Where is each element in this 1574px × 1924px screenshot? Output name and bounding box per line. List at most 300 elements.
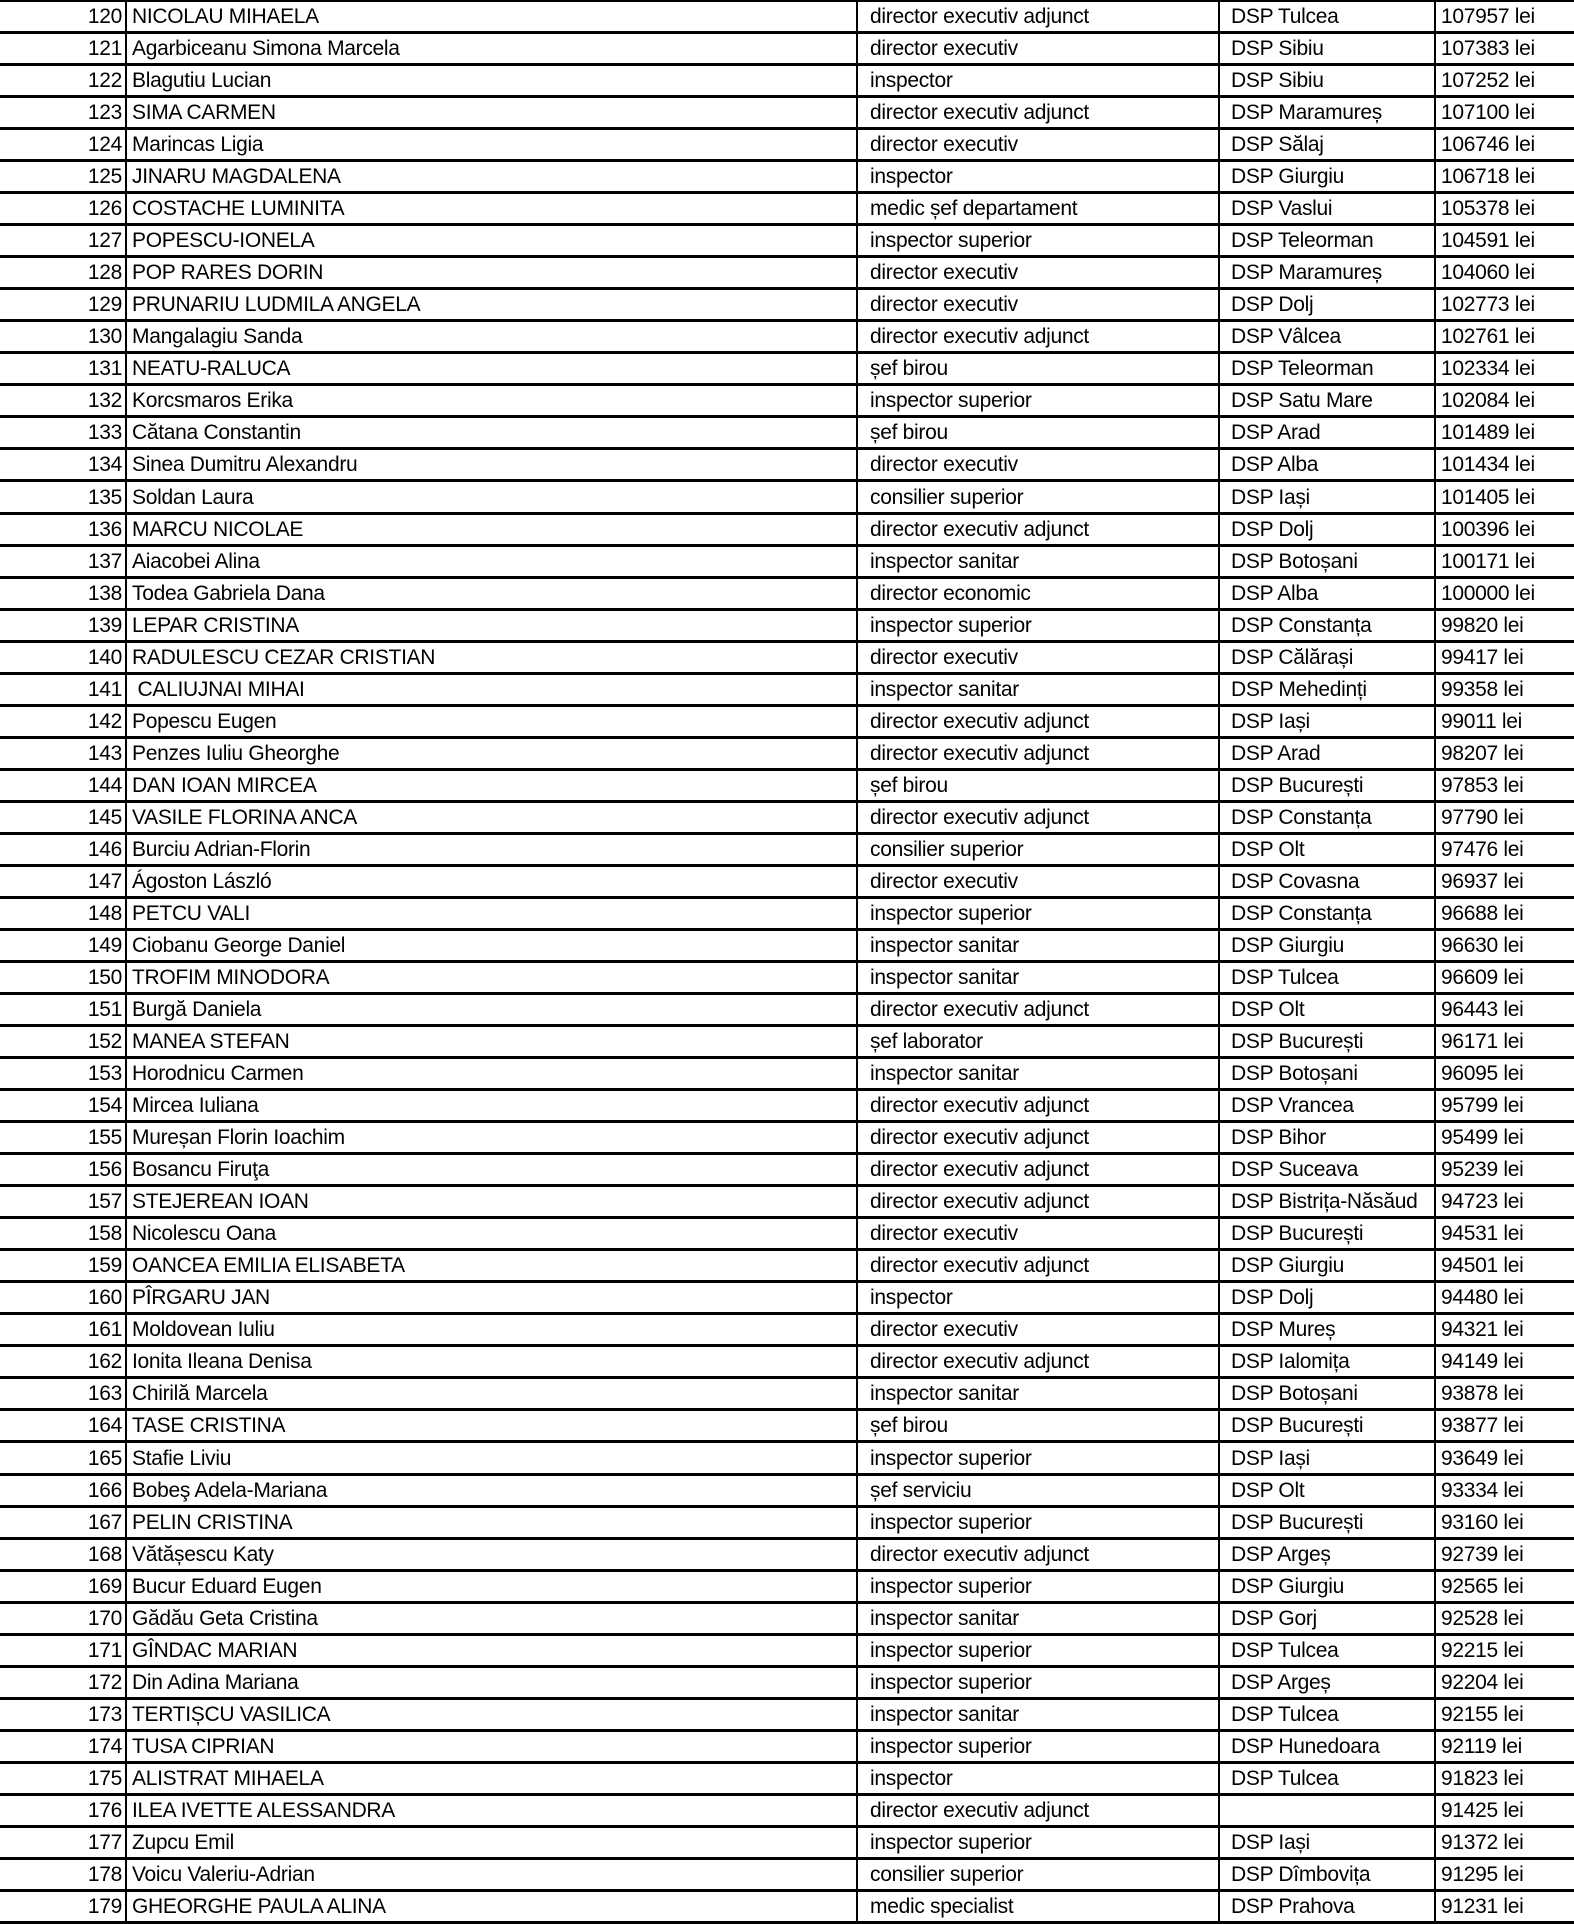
- cell-row-number: 176: [0, 1796, 127, 1825]
- cell-name: DAN IOAN MIRCEA: [127, 771, 858, 800]
- cell-row-number: 138: [0, 579, 127, 608]
- cell-name: Marincas Ligia: [127, 130, 858, 159]
- cell-salary: 99011 lei: [1441, 709, 1522, 733]
- table-row: [0, 611, 1574, 643]
- cell-position: inspector sanitar: [858, 675, 1220, 704]
- cell-institution: DSP Vrancea: [1220, 1091, 1436, 1120]
- cell-position: inspector superior: [858, 1828, 1220, 1857]
- cell-name: Ciobanu George Daniel: [127, 931, 858, 960]
- cell-institution: DSP Satu Mare: [1220, 386, 1436, 415]
- cell-institution: DSP București: [1220, 1219, 1436, 1248]
- cell-row-number: 123: [0, 98, 127, 127]
- cell-position: director executiv adjunct: [858, 322, 1220, 351]
- cell-position: director executiv adjunct: [858, 2, 1220, 31]
- cell-salary: 93877 lei: [1441, 1414, 1524, 1438]
- cell-name: Chirilă Marcela: [127, 1379, 858, 1408]
- cell-salary: 96171 lei: [1441, 1030, 1524, 1054]
- cell-row-number: 126: [0, 194, 127, 223]
- cell-salary: 94321 lei: [1441, 1318, 1524, 1342]
- table-row: [0, 386, 1574, 418]
- cell-institution: DSP Olt: [1220, 1476, 1436, 1505]
- cell-salary: 91425 lei: [1441, 1798, 1524, 1822]
- cell-institution: DSP Giurgiu: [1220, 1251, 1436, 1280]
- table-row: [0, 1476, 1574, 1508]
- cell-name: Gădău Geta Cristina: [127, 1604, 858, 1633]
- cell-name: POP RARES DORIN: [127, 258, 858, 287]
- cell-position: inspector sanitar: [858, 931, 1220, 960]
- cell-row-number: 132: [0, 386, 127, 415]
- cell-position: director executiv adjunct: [858, 1347, 1220, 1376]
- cell-name: GHEORGHE PAULA ALINA: [127, 1892, 858, 1921]
- cell-salary: 94723 lei: [1441, 1190, 1524, 1214]
- cell-salary: 107100 lei: [1441, 101, 1535, 125]
- table-row: [0, 931, 1574, 963]
- cell-salary: 95239 lei: [1441, 1158, 1524, 1182]
- table-row: [0, 1091, 1574, 1123]
- cell-institution: DSP Sălaj: [1220, 130, 1436, 159]
- table-row: [0, 1892, 1574, 1924]
- cell-row-number: 145: [0, 803, 127, 832]
- cell-institution: DSP Hunedoara: [1220, 1732, 1436, 1761]
- cell-institution: DSP Giurgiu: [1220, 931, 1436, 960]
- cell-name: Ionita Ileana Denisa: [127, 1347, 858, 1376]
- cell-institution: DSP Vâlcea: [1220, 322, 1436, 351]
- cell-position: director executiv adjunct: [858, 1155, 1220, 1184]
- cell-row-number: 175: [0, 1764, 127, 1793]
- table-row: [0, 1155, 1574, 1187]
- cell-institution: DSP Constanța: [1220, 611, 1436, 640]
- cell-name: Burciu Adrian-Florin: [127, 835, 858, 864]
- cell-salary: 91372 lei: [1441, 1830, 1524, 1854]
- cell-salary: 94149 lei: [1441, 1350, 1524, 1374]
- cell-institution: DSP Covasna: [1220, 867, 1436, 896]
- cell-salary: 102773 lei: [1441, 293, 1535, 317]
- table-row: [0, 1379, 1574, 1411]
- cell-salary: 96630 lei: [1441, 933, 1524, 957]
- cell-row-number: 130: [0, 322, 127, 351]
- cell-institution: DSP Tulcea: [1220, 1700, 1436, 1729]
- cell-name: Mangalagiu Sanda: [127, 322, 858, 351]
- table-row: [0, 322, 1574, 354]
- cell-name: ILEA IVETTE ALESSANDRA: [127, 1796, 858, 1825]
- cell-name: Cătana Constantin: [127, 418, 858, 447]
- cell-row-number: 157: [0, 1187, 127, 1216]
- cell-position: inspector superior: [858, 1508, 1220, 1537]
- cell-name: VASILE FLORINA ANCA: [127, 803, 858, 832]
- cell-salary: 102084 lei: [1441, 389, 1535, 413]
- cell-row-number: 141: [0, 675, 127, 704]
- cell-institution: DSP Giurgiu: [1220, 1572, 1436, 1601]
- cell-salary: 100000 lei: [1441, 581, 1535, 605]
- table-row: [0, 835, 1574, 867]
- cell-row-number: 159: [0, 1251, 127, 1280]
- cell-position: medic șef departament: [858, 194, 1220, 223]
- cell-position: director executiv: [858, 258, 1220, 287]
- cell-row-number: 167: [0, 1508, 127, 1537]
- cell-row-number: 169: [0, 1572, 127, 1601]
- table-row: [0, 1251, 1574, 1283]
- cell-position: director executiv: [858, 130, 1220, 159]
- cell-salary: 100396 lei: [1441, 517, 1535, 541]
- cell-position: inspector superior: [858, 899, 1220, 928]
- cell-row-number: 170: [0, 1604, 127, 1633]
- cell-salary: 99820 lei: [1441, 613, 1524, 637]
- cell-row-number: 171: [0, 1636, 127, 1665]
- cell-salary: 104060 lei: [1441, 261, 1535, 285]
- cell-institution: DSP Arad: [1220, 739, 1436, 768]
- cell-institution: DSP Dolj: [1220, 290, 1436, 319]
- cell-name: Din Adina Mariana: [127, 1668, 858, 1697]
- table-row: [0, 450, 1574, 482]
- cell-row-number: 166: [0, 1476, 127, 1505]
- cell-salary: 92215 lei: [1441, 1638, 1524, 1662]
- cell-salary: 96443 lei: [1441, 998, 1524, 1022]
- cell-salary: 94480 lei: [1441, 1286, 1524, 1310]
- cell-salary: 91823 lei: [1441, 1766, 1524, 1790]
- cell-position: șef birou: [858, 418, 1220, 447]
- cell-position: inspector superior: [858, 386, 1220, 415]
- cell-position: director executiv: [858, 34, 1220, 63]
- cell-salary: 92119 lei: [1441, 1734, 1522, 1758]
- cell-position: director executiv adjunct: [858, 1091, 1220, 1120]
- cell-row-number: 134: [0, 450, 127, 479]
- cell-position: inspector superior: [858, 1636, 1220, 1665]
- cell-name: Penzes Iuliu Gheorghe: [127, 739, 858, 768]
- cell-row-number: 161: [0, 1315, 127, 1344]
- cell-name: PRUNARIU LUDMILA ANGELA: [127, 290, 858, 319]
- cell-name: Burgă Daniela: [127, 995, 858, 1024]
- cell-name: Horodnicu Carmen: [127, 1059, 858, 1088]
- cell-institution: DSP Iași: [1220, 707, 1436, 736]
- cell-salary: 93878 lei: [1441, 1382, 1524, 1406]
- cell-position: inspector sanitar: [858, 1700, 1220, 1729]
- cell-position: director executiv adjunct: [858, 515, 1220, 544]
- cell-row-number: 160: [0, 1283, 127, 1312]
- cell-position: inspector superior: [858, 611, 1220, 640]
- cell-position: director executiv: [858, 643, 1220, 672]
- cell-position: consilier superior: [858, 482, 1220, 511]
- cell-position: director executiv: [858, 1315, 1220, 1344]
- cell-salary: 100171 lei: [1441, 549, 1535, 573]
- table-row: [0, 867, 1574, 899]
- cell-institution: DSP Suceava: [1220, 1155, 1436, 1184]
- cell-position: inspector sanitar: [858, 1379, 1220, 1408]
- cell-institution: DSP Botoșani: [1220, 1059, 1436, 1088]
- cell-position: director executiv: [858, 867, 1220, 896]
- cell-institution: DSP Călărași: [1220, 643, 1436, 672]
- cell-institution: DSP Ialomița: [1220, 1347, 1436, 1376]
- cell-position: inspector sanitar: [858, 1604, 1220, 1633]
- table-row: [0, 707, 1574, 739]
- table-row: [0, 643, 1574, 675]
- table-row: [0, 771, 1574, 803]
- table-row: [0, 1411, 1574, 1443]
- cell-position: consilier superior: [858, 1860, 1220, 1889]
- cell-position: șef laborator: [858, 1027, 1220, 1056]
- cell-row-number: 152: [0, 1027, 127, 1056]
- cell-salary: 99358 lei: [1441, 677, 1524, 701]
- table-row: [0, 963, 1574, 995]
- cell-name: Korcsmaros Erika: [127, 386, 858, 415]
- cell-institution: DSP Sibiu: [1220, 66, 1436, 95]
- cell-row-number: 140: [0, 643, 127, 672]
- table-row: [0, 899, 1574, 931]
- cell-salary: 93160 lei: [1441, 1510, 1524, 1534]
- cell-row-number: 146: [0, 835, 127, 864]
- cell-salary: 106746 lei: [1441, 133, 1535, 157]
- cell-institution: DSP Constanța: [1220, 899, 1436, 928]
- cell-name: TROFIM MINODORA: [127, 963, 858, 992]
- cell-position: director economic: [858, 579, 1220, 608]
- cell-position: inspector: [858, 66, 1220, 95]
- cell-position: inspector: [858, 162, 1220, 191]
- cell-institution: DSP Constanța: [1220, 803, 1436, 832]
- cell-institution: DSP Iași: [1220, 1443, 1436, 1472]
- cell-institution: DSP Botoșani: [1220, 1379, 1436, 1408]
- cell-row-number: 164: [0, 1411, 127, 1440]
- table-row: [0, 1668, 1574, 1700]
- cell-salary: 101434 lei: [1441, 453, 1535, 477]
- cell-institution: DSP Tulcea: [1220, 2, 1436, 31]
- cell-name: POPESCU-IONELA: [127, 226, 858, 255]
- cell-position: inspector: [858, 1283, 1220, 1312]
- cell-name: Todea Gabriela Dana: [127, 579, 858, 608]
- table-row: [0, 1604, 1574, 1636]
- table-row: [0, 66, 1574, 98]
- table-row: [0, 34, 1574, 66]
- cell-name: PELIN CRISTINA: [127, 1508, 858, 1537]
- cell-salary: 94531 lei: [1441, 1222, 1524, 1246]
- cell-row-number: 168: [0, 1540, 127, 1569]
- cell-name: Moldovean Iuliu: [127, 1315, 858, 1344]
- cell-salary: 101489 lei: [1441, 421, 1535, 445]
- cell-name: Soldan Laura: [127, 482, 858, 511]
- cell-name: Voicu Valeriu-Adrian: [127, 1860, 858, 1889]
- cell-salary: 92739 lei: [1441, 1542, 1524, 1566]
- cell-row-number: 147: [0, 867, 127, 896]
- cell-institution: DSP Gorj: [1220, 1604, 1436, 1633]
- cell-position: inspector superior: [858, 1732, 1220, 1761]
- cell-position: inspector superior: [858, 226, 1220, 255]
- cell-institution: DSP Teleorman: [1220, 354, 1436, 383]
- table-row: [0, 290, 1574, 322]
- cell-salary: 98207 lei: [1441, 741, 1524, 765]
- cell-row-number: 173: [0, 1700, 127, 1729]
- cell-salary: 92565 lei: [1441, 1574, 1524, 1598]
- cell-row-number: 172: [0, 1668, 127, 1697]
- cell-salary: 107957 lei: [1441, 5, 1535, 29]
- cell-row-number: 128: [0, 258, 127, 287]
- table-row: [0, 1700, 1574, 1732]
- table-row: [0, 226, 1574, 258]
- table-row: [0, 675, 1574, 707]
- cell-row-number: 127: [0, 226, 127, 255]
- cell-institution: [1220, 1796, 1436, 1825]
- cell-name: COSTACHE LUMINITA: [127, 194, 858, 223]
- cell-position: inspector superior: [858, 1668, 1220, 1697]
- cell-name: NICOLAU MIHAELA: [127, 2, 858, 31]
- table-row: [0, 515, 1574, 547]
- table-row: [0, 1764, 1574, 1796]
- cell-position: director executiv adjunct: [858, 1187, 1220, 1216]
- table-row: [0, 1828, 1574, 1860]
- cell-institution: DSP Olt: [1220, 995, 1436, 1024]
- cell-institution: DSP București: [1220, 1027, 1436, 1056]
- cell-row-number: 153: [0, 1059, 127, 1088]
- cell-institution: DSP Maramureș: [1220, 98, 1436, 127]
- cell-name: MANEA STEFAN: [127, 1027, 858, 1056]
- cell-name: Bobeş Adela-Mariana: [127, 1476, 858, 1505]
- cell-name: Stafie Liviu: [127, 1443, 858, 1472]
- cell-name: Blagutiu Lucian: [127, 66, 858, 95]
- cell-name: CALIUJNAI MIHAI: [127, 675, 858, 704]
- cell-salary: 96095 lei: [1441, 1062, 1524, 1086]
- cell-row-number: 135: [0, 482, 127, 511]
- cell-institution: DSP Dolj: [1220, 1283, 1436, 1312]
- cell-salary: 107252 lei: [1441, 69, 1535, 93]
- cell-institution: DSP Giurgiu: [1220, 162, 1436, 191]
- cell-name: OANCEA EMILIA ELISABETA: [127, 1251, 858, 1280]
- cell-name: Aiacobei Alina: [127, 547, 858, 576]
- cell-salary: 96609 lei: [1441, 966, 1524, 989]
- table-row: [0, 98, 1574, 130]
- table-row: [0, 482, 1574, 514]
- cell-name: Popescu Eugen: [127, 707, 858, 736]
- cell-position: șef birou: [858, 1411, 1220, 1440]
- table-row: [0, 1123, 1574, 1155]
- cell-institution: DSP Vaslui: [1220, 194, 1436, 223]
- cell-salary: 92155 lei: [1441, 1702, 1524, 1726]
- cell-position: director executiv adjunct: [858, 1251, 1220, 1280]
- cell-institution: DSP Argeș: [1220, 1540, 1436, 1569]
- table-row: [0, 1572, 1574, 1604]
- cell-salary: 105378 lei: [1441, 197, 1535, 221]
- cell-salary: 106718 lei: [1441, 165, 1535, 189]
- cell-name: SIMA CARMEN: [127, 98, 858, 127]
- cell-institution: DSP Tulcea: [1220, 1764, 1436, 1793]
- cell-salary: 95799 lei: [1441, 1094, 1524, 1118]
- cell-institution: DSP Bihor: [1220, 1123, 1436, 1152]
- cell-salary: 93334 lei: [1441, 1478, 1524, 1502]
- cell-row-number: 158: [0, 1219, 127, 1248]
- table-row: [0, 162, 1574, 194]
- cell-salary: 102761 lei: [1441, 325, 1535, 349]
- table-row: [0, 547, 1574, 579]
- cell-position: medic specialist: [858, 1892, 1220, 1921]
- table-row: [0, 1796, 1574, 1828]
- cell-row-number: 129: [0, 290, 127, 319]
- cell-position: director executiv adjunct: [858, 1796, 1220, 1825]
- cell-row-number: 125: [0, 162, 127, 191]
- cell-salary: 107383 lei: [1441, 37, 1535, 61]
- cell-name: PÎRGARU JAN: [127, 1283, 858, 1312]
- cell-row-number: 131: [0, 354, 127, 383]
- cell-institution: DSP Teleorman: [1220, 226, 1436, 255]
- cell-institution: DSP Argeș: [1220, 1668, 1436, 1697]
- cell-row-number: 148: [0, 899, 127, 928]
- cell-name: Mircea Iuliana: [127, 1091, 858, 1120]
- cell-salary: 97853 lei: [1441, 773, 1524, 797]
- cell-institution: DSP Olt: [1220, 835, 1436, 864]
- cell-position: director executiv: [858, 450, 1220, 479]
- cell-institution: DSP Alba: [1220, 450, 1436, 479]
- cell-position: inspector: [858, 1764, 1220, 1793]
- cell-institution: DSP Tulcea: [1220, 1636, 1436, 1665]
- table-row: [0, 739, 1574, 771]
- cell-institution: DSP Sibiu: [1220, 34, 1436, 63]
- cell-name: STEJEREAN IOAN: [127, 1187, 858, 1216]
- cell-row-number: 155: [0, 1123, 127, 1152]
- cell-position: director executiv adjunct: [858, 707, 1220, 736]
- cell-institution: DSP Alba: [1220, 579, 1436, 608]
- table-row: [0, 2, 1574, 34]
- table-row: [0, 1059, 1574, 1091]
- cell-salary: 104591 lei: [1441, 229, 1535, 253]
- cell-position: inspector superior: [858, 1572, 1220, 1601]
- cell-institution: DSP Maramureș: [1220, 258, 1436, 287]
- cell-institution: DSP Mehedinți: [1220, 675, 1436, 704]
- cell-salary: 92528 lei: [1441, 1606, 1524, 1630]
- table-row: [0, 1219, 1574, 1251]
- cell-position: inspector sanitar: [858, 1059, 1220, 1088]
- cell-row-number: 165: [0, 1443, 127, 1472]
- table-row: [0, 130, 1574, 162]
- cell-name: NEATU-RALUCA: [127, 354, 858, 383]
- table-row: [0, 579, 1574, 611]
- cell-row-number: 150: [0, 963, 127, 992]
- cell-salary: 97476 lei: [1441, 837, 1524, 861]
- cell-salary: 102334 lei: [1441, 357, 1535, 381]
- cell-institution: DSP București: [1220, 1411, 1436, 1440]
- table-row: [0, 418, 1574, 450]
- cell-salary: 96937 lei: [1441, 869, 1524, 893]
- cell-institution: DSP Prahova: [1220, 1892, 1436, 1921]
- cell-position: șef birou: [858, 771, 1220, 800]
- cell-institution: DSP Iași: [1220, 482, 1436, 511]
- cell-row-number: 124: [0, 130, 127, 159]
- cell-name: TERTIȘCU VASILICA: [127, 1700, 858, 1729]
- cell-salary: 93649 lei: [1441, 1446, 1524, 1470]
- cell-institution: DSP Botoșani: [1220, 547, 1436, 576]
- cell-salary: 99417 lei: [1441, 645, 1524, 669]
- cell-position: director executiv adjunct: [858, 803, 1220, 832]
- cell-institution: DSP Tulcea: [1220, 963, 1436, 992]
- table-row: [0, 1443, 1574, 1475]
- table-row: [0, 1636, 1574, 1668]
- cell-salary: 92204 lei: [1441, 1670, 1524, 1694]
- table-row: [0, 1187, 1574, 1219]
- cell-position: șef birou: [858, 354, 1220, 383]
- cell-row-number: 149: [0, 931, 127, 960]
- cell-institution: DSP Iași: [1220, 1828, 1436, 1857]
- table-row: [0, 1347, 1574, 1379]
- table-row: [0, 354, 1574, 386]
- table-row: [0, 1508, 1574, 1540]
- table-row: [0, 1732, 1574, 1764]
- cell-name: RADULESCU CEZAR CRISTIAN: [127, 643, 858, 672]
- cell-name: ALISTRAT MIHAELA: [127, 1764, 858, 1793]
- cell-salary: 101405 lei: [1441, 485, 1535, 509]
- cell-institution: DSP Mureș: [1220, 1315, 1436, 1344]
- cell-row-number: 151: [0, 995, 127, 1024]
- cell-name: Agarbiceanu Simona Marcela: [127, 34, 858, 63]
- cell-salary: 91231 lei: [1441, 1894, 1524, 1918]
- table-row: [0, 194, 1574, 226]
- cell-salary: 95499 lei: [1441, 1126, 1524, 1150]
- cell-position: director executiv adjunct: [858, 1123, 1220, 1152]
- cell-row-number: 136: [0, 515, 127, 544]
- table-row: [0, 258, 1574, 290]
